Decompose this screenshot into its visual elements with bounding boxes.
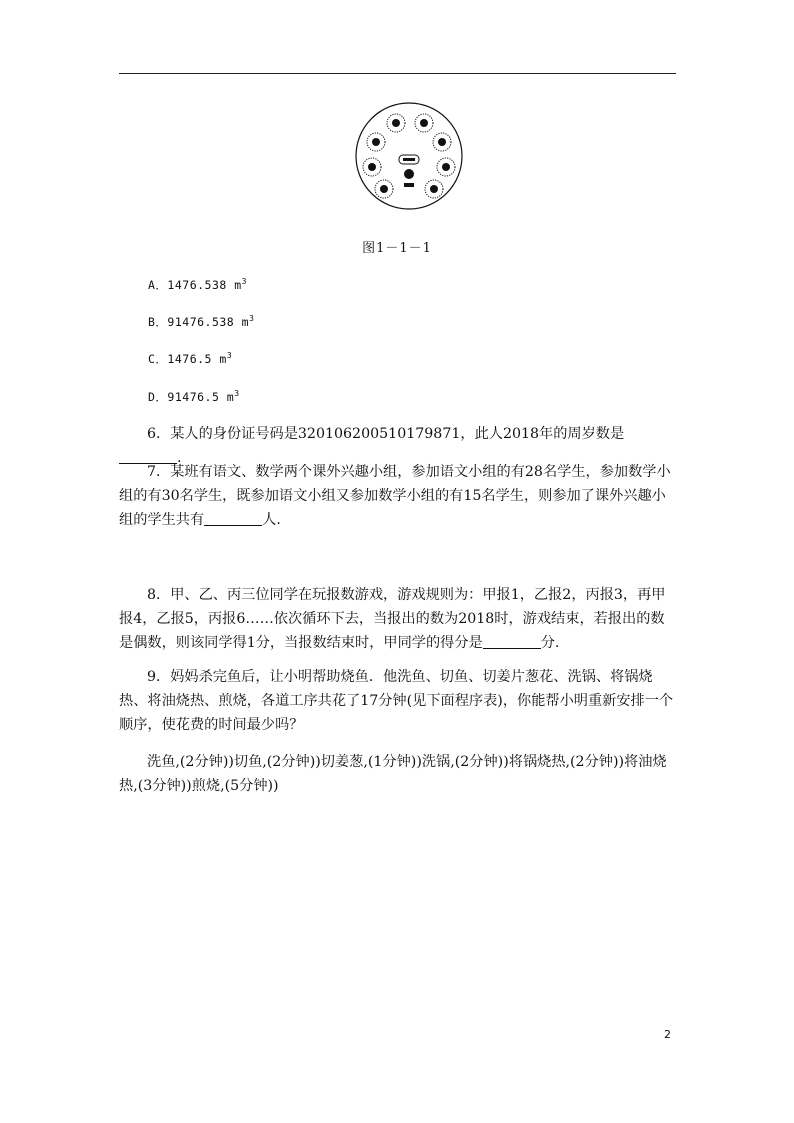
answer-blank [204,511,262,526]
dial-3 [367,133,385,151]
figure-caption: 图1－1－1 [362,241,432,256]
center-knob [404,169,414,179]
page-number: 2 [664,1028,671,1041]
answer-blank [483,634,541,649]
option-d: D．91476.5 $m^3$ [148,389,240,404]
question-8: 8．甲、乙、丙三位同学在玩报数游戏，游戏规则为：甲报1，乙报2，丙报3，再甲报4，乙报5，丙报6……依次循环下去，当报出的数为2018时，游戏结束，若报出的数是偶数，则该同学得1分，当报数结束时，甲同学的得分是 分. [119,587,666,651]
option-c: C．1476.5 $m^3$ [148,351,233,366]
question-9: 9．妈妈杀完鱼后，让小明帮助烧鱼．他洗鱼、切鱼、切姜片葱花、洗锅、将锅烧热、将油烧热、煎烧，各道工序共花了17分钟(见下面程序表)，你能帮小明重新安排一个顺序，使花费的时间最少吗？ [119,669,674,733]
option-a: A．1476.538 $m^3$ [148,277,247,292]
dial-4 [433,133,451,151]
header-rule [119,73,676,74]
gas-meter-figure [354,101,464,211]
dial-8 [425,180,443,198]
option-b: B．91476.538 $m^3$ [148,314,255,329]
dial-1 [387,114,405,132]
question-6: 6．某人的身份证号码是320106200510179871，此人2018年的周岁数是. [119,422,676,470]
dial-5 [363,158,381,176]
dial-7 [375,180,393,198]
dial-2 [415,114,433,132]
program-table: 洗鱼,(2分钟))切鱼,(2分钟))切姜葱,(1分钟))洗锅,(2分钟))将锅烧热,(2分钟))将油烧热,(3分钟))煎烧,(5分钟)) [119,754,667,794]
dial-6 [437,158,455,176]
question-7: 7．某班有语文、数学两个课外兴趣小组，参加语文小组的有28名学生，参加数学小组的有30名学生，既参加语文小组又参加数学小组的有15名学生，则参加了课外兴趣小组的学生共有 人. [119,464,671,528]
